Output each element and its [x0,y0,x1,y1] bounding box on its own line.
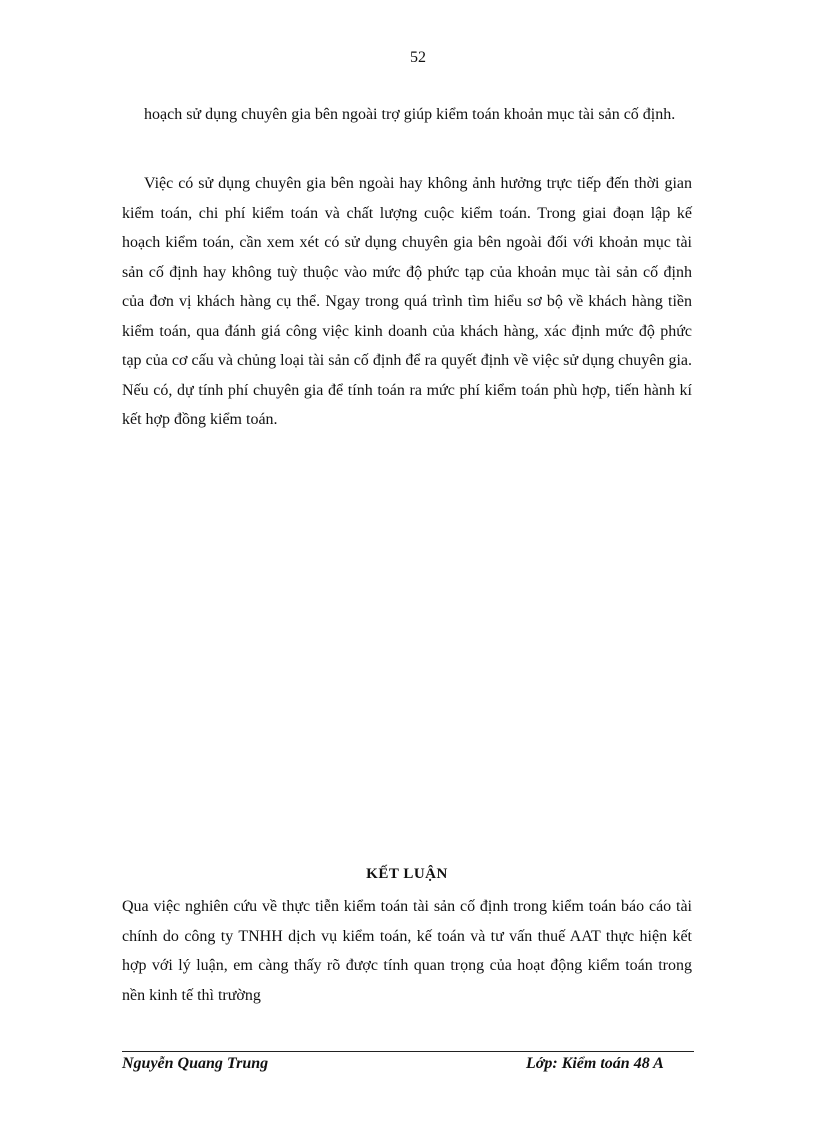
footer-class: Lớp: Kiểm toán 48 A [526,1055,664,1072]
paragraph-continuation: hoạch sử dụng chuyên gia bên ngoài trợ giúp kiểm toán khoản mục tài sản cố định. [144,106,676,123]
footer-author: Nguyễn Quang Trung [122,1055,269,1072]
conclusion-heading: KẾT LUẬN [366,866,448,882]
paragraph-expert-usage: Việc có sử dụng chuyên gia bên ngoài hay không ảnh hưởng trực tiếp đến thời gian kiểm toán, chi phí kiểm toán và chất lượng cuộc kiểm toán. Trong giai đoạn lập kế hoạch kiểm toán, cần xem xét có sử dụng chuyên gia bên ngoài đối với khoản mục tài sản cố định hay không tuỳ thuộc vào mức độ phức tạp của khoản mục tài sản cố định của đơn vị khách hàng cụ thể. Ngay trong quá trình tìm hiểu sơ bộ về khách hàng tiền kiểm toán, qua đánh giá công việc kinh doanh của khách hàng, xác định mức độ phức tạp của cơ cấu và chủng loại tài sản cố định để ra quyết định về việc sử dụng chuyên gia. Nếu có, dự tính phí chuyên gia để tính toán ra mức phí kiểm toán phù hợp, tiến hành kí kết hợp đồng kiểm toán. [122,175,692,428]
footer-divider [122,1051,694,1052]
conclusion-paragraph: Qua việc nghiên cứu về thực tiễn kiểm toán tài sản cố định trong kiểm toán báo cáo tài chính do công ty TNHH dịch vụ kiểm toán, kế toán và tư vấn thuế AAT thực hiện kết hợp với lý luận, em càng thấy rõ được tính quan trọng của hoạt động kiểm toán trong nền kinh tế thì trường [122,898,692,1004]
page-number: 52 [410,49,426,66]
